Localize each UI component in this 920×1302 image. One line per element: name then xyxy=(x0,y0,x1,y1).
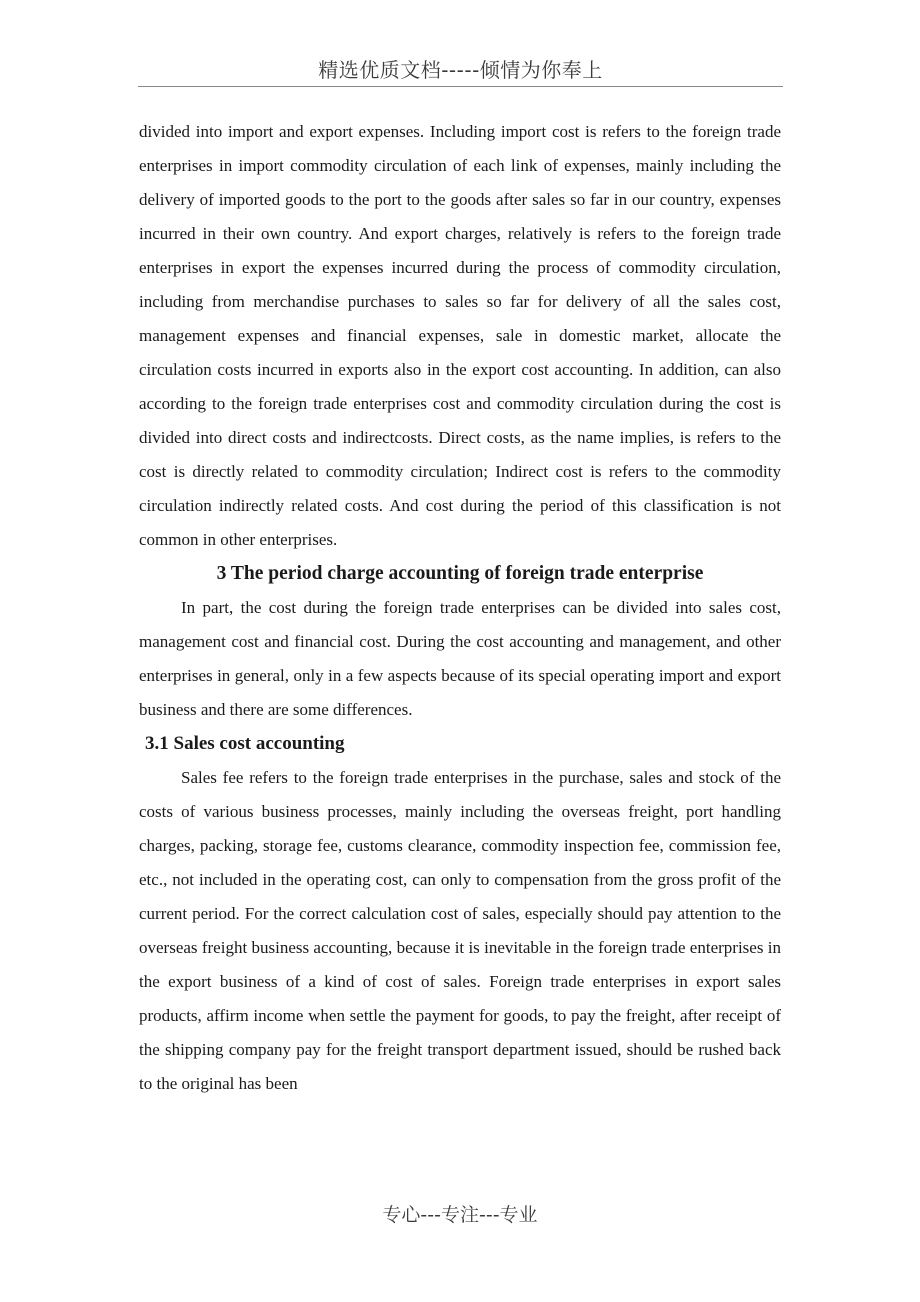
section-heading-3: 3 The period charge accounting of foreign trade enterprise xyxy=(216,563,704,584)
body-paragraph-3: Sales fee refers to the foreign trade enterprises in the purchase, sales and stock of the costs of various business processes, mainly including the overseas freight, port handling charges, packing, storage fee, customs clearance, commodity inspection fee, commission fee, etc., not included in the operating cost, can only to compensation from the gross profit of the current period. For the correct calculation cost of sales, especially should pay attention to the overseas freight business accounting, because it is inevitable in the foreign trade enterprises in the export business of a kind of cost of sales. Foreign trade enterprises in export sales products, affirm income when settle the payment for goods, to pay the freight, after receipt of the shipping company pay for the freight transport department issued, should be rushed back to the original has been xyxy=(139,768,781,1093)
page-header: 精选优质文档-----倾情为你奉上 xyxy=(318,58,603,82)
header-divider xyxy=(138,86,783,87)
document-body xyxy=(139,115,781,1101)
subsection-heading-3-1: 3.1 Sales cost accounting xyxy=(145,733,345,754)
body-paragraph-1: divided into import and export expenses. Including import cost is refers to the foreign trade enterprises in import commodity circulation of each link of expenses, mainly including the delivery of imported goods to the port to the goods after sales so far in our country, expenses incurred in their own country. And export charges, relatively is refers to the foreign trade enterprises in export the expenses incurred during the process of commodity circulation, including from merchandise purchases to sales so far for delivery of all the sales cost, management expenses and financial expenses, sale in domestic market, allocate the circulation costs incurred in exports also in the export cost accounting. In addition, can also according to the foreign trade enterprises cost and commodity circulation during the cost is divided into direct costs and indirectcosts. Direct costs, as the name implies, is refers to the cost is directly related to commodity circulation; Indirect cost is refers to the commodity circulation indirectly related costs. And cost during the period of this classification is not common in other enterprises. xyxy=(139,122,781,549)
page-footer: 专心---专注---专业 xyxy=(382,1204,538,1226)
body-paragraph-2: In part, the cost during the foreign trade enterprises can be divided into sales cost, management cost and financial cost. During the cost accounting and management, and other enterprises in general, only in a few aspects because of its special operating import and export business and there are some differences. xyxy=(139,598,781,719)
